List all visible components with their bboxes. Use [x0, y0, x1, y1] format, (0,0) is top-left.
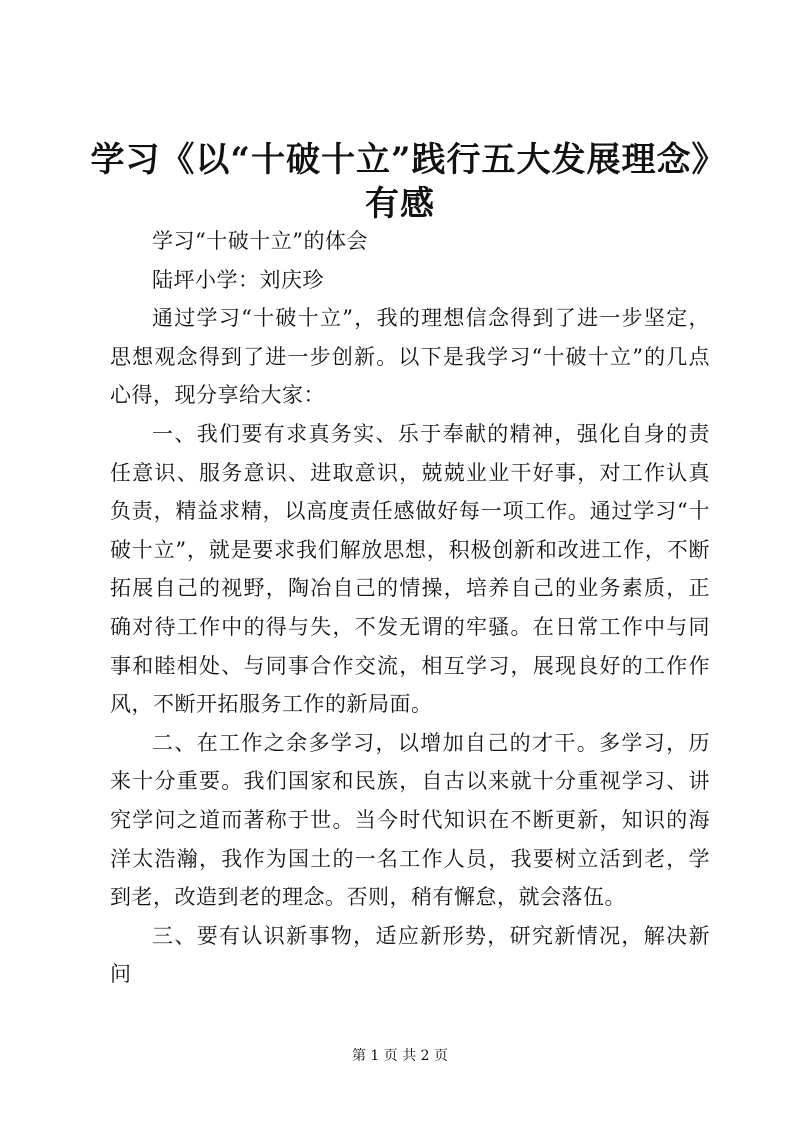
subtitle: 学习“十破十立”的体会	[152, 229, 368, 253]
document-title: 学习《以“十破十立”践行五大发展理念》有感	[90, 140, 710, 224]
page-footer: 第 1 页 共 2 页	[351, 1048, 449, 1064]
paragraph-point-one: 一、我们要有求真务实、乐于奉献的精神，强化自身的责任意识、服务意识、进取意识，兢兢业业干好事，对工作认真负责，精益求精，以高度责任感做好每一项工作。通过学习“十破十立”，就是要求我们解放思想，积极创新和改进工作，不断拓展自己的视野，陶冶自己的情操，培养自己的业务素质，正确对待工作中的得与失，不发无谓的牢骚。在日常工作中与同事和睦相处、与同事合作交流，相互学习，展现良好的工作作风，不断开拓服务工作的新局面。	[110, 421, 710, 717]
document-body	[110, 222, 710, 994]
paragraph-point-two: 二、在工作之余多学习，以增加自己的才干。多学习，历来十分重要。我们国家和民族，自古以来就十分重视学习、讲究学问之道而著称于世。当今时代知识在不断更新，知识的海洋太浩瀚，我作为国土的一名工作人员，我要树立活到老，学到老，改造到老的理念。否则，稍有懈怠，就会落伍。	[110, 730, 710, 910]
author-line: 陆坪小学：刘庆珍	[152, 267, 324, 292]
intro-paragraph: 通过学习“十破十立”，我的理想信念得到了进一步坚定，思想观念得到了进一步创新。以下是我学习“十破十立”的几点心得，现分享给大家：	[110, 306, 710, 408]
paragraph-point-three: 三、要有认识新事物，适应新形势，研究新情况，解决新问	[110, 923, 710, 987]
